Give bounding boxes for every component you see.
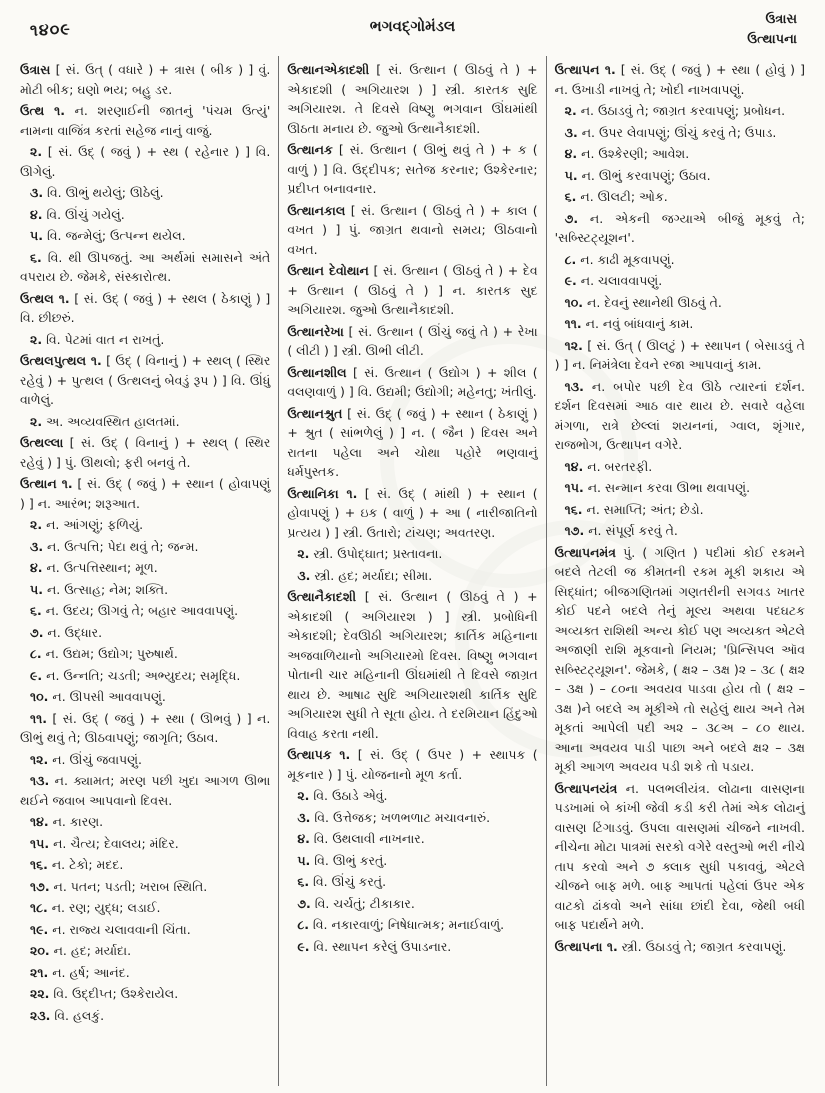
dictionary-sense: ૨. ન. આંગણું; ફળિયું. (30, 517, 144, 532)
sense-number: ૮. (564, 251, 577, 267)
headword: ઉત્થલપુત્થલ ૧. (20, 353, 102, 368)
dictionary-sense: ૮. વિ. નકારવાળું; નિષેધાત્મક; મનાઈવાળું. (297, 917, 505, 932)
headword: ઉત્થાનકાલ (287, 202, 346, 218)
sense-number: ૭. (30, 624, 44, 640)
sense-number: ૧૨. (564, 337, 583, 353)
dictionary-entry: ઉત્થાનિકા ૧. [ સં. ઉદ્ ( માંથી ) + સ્થાન ( હોવાપણું ) + ઇક ( વાળું ) + આ ( નારીજાતિનો પ્રત્યય ) ] સ્ત્રી. ઉતારો; ટાંચણ; અવતરણ. (287, 485, 538, 540)
headword: ઉત્થાનિકા ૧. (287, 485, 358, 501)
dictionary-sense: ૩. વિ. ઊભું થયેલું; ઊઠેલું. (30, 185, 164, 200)
dictionary-sense: ૨. ન. ઉઠાડવું તે; જાગ્રત કરવાપણું; પ્રબોધન. (564, 103, 786, 118)
sense-number: ૧૬. (30, 857, 48, 872)
dictionary-entry: ઉત્થાપના ૧. સ્ત્રી. ઉઠાડવું તે; જાગ્રત કરવાપણું. (554, 938, 787, 954)
sense-number: ૯. (297, 938, 310, 954)
sense-number: ૨૩. (30, 1007, 51, 1023)
dictionary-sense: ૧૧. [ સં. ઉદ્ ( જવું ) + સ્થા ( ઊભવું ) ] ન. ઊભું થવું તે; ઊઠવાપણું; જાગૃતિ; ઉઠાવ. (20, 710, 271, 745)
dictionary-sense: ૬. વિ. થી ઊપજતું. આ અર્થમાં સમાસને અંતે વપરાય છે. જેમકે, સંસ્કારોત્થ. (20, 249, 271, 284)
dictionary-entry: ઉત્થાન ૧. [ સં. ઉદ્ ( જવું ) + સ્થાન ( હોવાપણું ) ] ન. આરંભ; શરૂઆત. (20, 476, 271, 511)
dictionary-sense: ૧૬. ન. સમાપ્તિ; અંત; છેડો. (564, 501, 704, 517)
dictionary-sense: ૨૨. વિ. ઉદ્દીપ્ત; ઉશ્કેરાયેલ. (30, 986, 179, 1001)
dictionary-sense: ૫. ન. ઊભું કરવાપણું; ઉઠાવ. (564, 167, 711, 183)
sense-number: ૧૦. (564, 294, 584, 310)
text-columns (12, 56, 813, 1086)
sense-number: ૧૯. (30, 921, 49, 937)
dictionary-sense: ૩. ન. ઉપર લેવાપણું; ઊંચું કરવું તે; ઉપાડ. (564, 124, 777, 140)
dictionary-entry: ઉત્થાનશ્રુત [ સં. ઉદ્ ( જવું ) + સ્થાન ( ઠેકાણું ) + શ્રુત ( સાંભળેલું ) ] ન. ( જૈન ) દિવસ અને રાતના પહેલા અને ચોથા પહોરે ભણવાનું ધર્મપુસ્તક. (287, 405, 538, 479)
sense-number: ૩. (30, 185, 44, 200)
dictionary-sense: ૨૦. ન. હદ; મર્યાદા. (30, 943, 132, 958)
dictionary-entry: ઉત્થાપનયંત્ર ન. પલભલીયંત્ર. લોઢાના વાસણના પડખામાં બે કાંખી જેવી કડી કરી તેમાં એક લોઢાનું વાસણ ટિંગાડવું. ઉપલા વાસણમાં ચીજને નાખવી. નીચેના મોટા પાત્રમાં સરકો વગેરે વસ્તુઓ ભરી નીચે તાપ કરવો અને ૭ ક્લાક સુધી પકાવવું, એટલે ચીજને બાફ મળે. બાફ આપતાં પહેલાં ઉપર એક વાટકો ઢાંકવો અને સાંધા છાંદી દેવા, જેથી બધી બાફ પદાર્થને મળે. (554, 780, 805, 932)
sense-number: ૧૮. (30, 900, 48, 915)
sense-number: ૬. (30, 603, 42, 618)
guide-word-last: ઉત્થાપના (747, 32, 797, 48)
dictionary-sense: ૫. વિ. જન્મેલું; ઉત્પન્ન થયેલ. (30, 228, 186, 243)
headword: ઉત્થાપન ૧. (554, 62, 616, 77)
headword: ઉત્થાપનમંત્ર (554, 544, 616, 560)
sense-number: ૪. (30, 560, 43, 575)
sense-number: ૬. (564, 189, 577, 204)
dictionary-sense: ૨૧. ન. હર્ષ; આનંદ. (30, 964, 130, 980)
dictionary-entry: ઉત્થાનૈકાદશી [ સં. ઉત્થાન ( ઊઠવું તે ) + એકાદશી ( અગિયારશ ) ] સ્ત્રી. પ્રબોધિની એકાદશી; દેવઊઠી અગિયારશ; કાર્તિક મહિનાના અજવાળિયાનો અગિયારમો દિવસ. વિષ્ણુ ભગવાન પોતાની ચાર મહિનાની ઊંઘમાંથી તે દિવસે જાગ્રત થાય છે. આષાઢ સુદિ અગિયારશથી કાર્તિક સુદિ અગિયારશ સુધી તે સૂતા હોય. તે દરમિયાન હિંદુઓ વિવાહ કરતા નથી. (287, 589, 538, 741)
sense-number: ૩. (297, 809, 311, 825)
sense-number: ૪. (30, 206, 43, 222)
dictionary-sense: ૮. ન. ઉદ્યમ; ઉદ્યોગ; પુરુષાર્થ. (30, 646, 178, 661)
dictionary-entry: ઉત્થલ ૧. [ સં. ઉદ્ ( જવું ) + સ્થલ ( ઠેકાણું ) ] વિ. છીછરું. (20, 290, 271, 325)
dictionary-entry: ઉત્થાનશીલ [ સં. ઉત્થાન ( ઉદ્યોગ ) + શીલ ( વલણવાળું ) ] વિ. ઉદ્યમી; ઉદ્યોગી; મહેનતુ; ખંતીલું. (287, 364, 538, 399)
sense-number: ૨૨. (30, 986, 50, 1001)
sense-number: ૧૫. (564, 480, 584, 495)
dictionary-sense: ૮. ન. કાઢી મૂકવાપણું. (564, 251, 675, 267)
sense-number: ૫. (564, 167, 578, 183)
dictionary-entry: ઉત્થાનએકાદશી [ સં. ઉત્થાન ( ઊઠવું તે ) + એકાદશી ( અગિયારશ ) ] સ્ત્રી. કારતક સુદિ અગિયારશ. તે દિવસે વિષ્ણુ ભગવાન ઊંઘમાંથી ઊઠતા મનાય છે. જુઓ ઉત્થાનૈકાદશી. (287, 62, 538, 136)
book-title: ભગવદ્ગોમંડલ (369, 17, 456, 35)
dictionary-sense: ૫. વિ. ઊભું કરતું. (297, 852, 388, 868)
page-number: ૧૪૦૯ (29, 19, 72, 40)
sense-number: ૧૭. (564, 523, 585, 538)
dictionary-sense: ૬. ન. ઊલટી; ઓક. (564, 189, 668, 204)
sense-number: ૩. (30, 538, 44, 554)
dictionary-sense: ૪. ન. ઉશ્કેરણી; આવેશ. (564, 146, 690, 161)
page-header (12, 8, 813, 54)
dictionary-sense: ૯. ન. ઉન્નતિ; ચડતી; અભ્યુદય; સમૃદ્ધિ. (30, 667, 241, 683)
sense-number: ૬. (30, 249, 42, 265)
dictionary-sense: ૧૬. ન. ટેકો; મદદ. (30, 857, 124, 872)
sense-number: ૫. (30, 228, 43, 243)
headword: ઉત્થાપનયંત્ર (554, 780, 618, 796)
guide-words (747, 10, 797, 50)
dictionary-sense: ૪. ન. ઉત્પત્તિસ્થાન; મૂળ. (30, 560, 158, 575)
dictionary-sense: ૨૩. વિ. હલકું. (30, 1007, 105, 1023)
headword: ઉત્થાનરેખા (287, 323, 344, 339)
dictionary-sense: ૧૪. ન. બરતરફી. (564, 458, 653, 474)
dictionary-sense: ૧૫. ન. ચૈત્ય; દેવાલય; મંદિર. (30, 835, 179, 851)
sense-number: ૧૪. (564, 458, 584, 474)
dictionary-sense: ૧૯. ન. રાજ્ય ચલાવવાની ચિંતા. (30, 921, 191, 937)
sense-number: ૨. (297, 546, 310, 561)
sense-number: ૭. (297, 895, 311, 911)
headword: ઉત્થાપના ૧. (554, 938, 618, 954)
dictionary-sense: ૧૭. ન. સંપૂર્ણ કરવું તે. (564, 523, 678, 538)
sense-number: ૫. (297, 852, 311, 868)
sense-number: ૮. (297, 917, 309, 932)
dictionary-sense: ૧૭. ન. પતન; પડતી; ખરાબ સ્થિતિ. (30, 878, 208, 894)
headword: ઉત્થલ ૧. (20, 290, 70, 306)
sense-number: ૪. (564, 146, 578, 161)
headword: ઉત્થાન દેવોથાન (287, 263, 369, 278)
headword: ઉત્થાનક (287, 142, 333, 157)
dictionary-entry: ઉત્થાપન ૧. [ સં. ઉદ્ ( જવું ) + સ્થા ( હોવું ) ] ન. ઉખાડી નાખવું તે; ખોદી નાખવાપણું. (554, 62, 805, 97)
headword: ઉત્થલ્લા (20, 435, 64, 450)
sense-number: ૬. (297, 874, 310, 889)
sense-number: ૨. (30, 517, 43, 532)
sense-number: ૨. (30, 413, 43, 429)
dictionary-sense: ૨. વિ. પેટમાં વાત ન રાખતું. (30, 331, 165, 347)
headword: ઉત્થ ૧. (20, 103, 66, 118)
sense-number: ૧૩. (30, 773, 50, 788)
sense-number: ૩. (297, 567, 311, 583)
headword: ઉત્થાનશીલ (287, 364, 347, 380)
sense-number: ૧૬. (564, 501, 583, 517)
headword: ઉત્રાસ (20, 62, 51, 77)
dictionary-sense: ૧૫. ન. સન્માન કરવા ઊભા થવાપણું. (564, 480, 751, 495)
dictionary-sense: ૧૦. ન. દેવનું સ્થાનેથી ઊઠવું તે. (564, 294, 722, 310)
sense-number: ૮. (30, 646, 42, 661)
dictionary-sense: ૧૪. ન. કારણ. (30, 814, 104, 829)
dictionary-sense: ૧૨. ન. ઊંચું જવાપણું. (30, 751, 143, 767)
dictionary-sense: ૭. ન. એકની જગ્યાએ બીજું મૂકવું તે; 'સબ્સ્ટિટ્યૂશન'. (554, 210, 805, 245)
dictionary-sense: ૪. વિ. ઊંચું ગયેલું. (30, 206, 125, 222)
sense-number: ૯. (564, 273, 577, 288)
sense-number: ૭. (564, 210, 579, 226)
dictionary-sense: ૧૮. ન. રણ; યુદ્ધ; લડાઈ. (30, 900, 161, 915)
dictionary-sense: ૪. વિ. ઉથલાવી નાખનાર. (297, 831, 425, 846)
sense-number: ૨. (30, 144, 43, 159)
dictionary-entry: ઉત્થ ૧. ન. શરણાઈની જાતનું 'પંચમ ઉત્યું' નામના વાજિંત્ર કરતાં સહેજ નાનું વાજું. (20, 103, 271, 138)
dictionary-entry: ઉત્રાસ [ સં. ઉત્ ( વધારે ) + ત્રાસ ( બીક ) ] વું. મોટી બીક; ઘણો ભય; બહુ ડર. (20, 62, 271, 97)
sense-number: ૧૭. (30, 878, 50, 894)
dictionary-sense: ૭. વિ. ચર્ચતું; ટીકાકાર. (297, 895, 415, 911)
headword: ઉત્થાનશ્રુત (287, 405, 343, 421)
sense-number: ૪. (297, 831, 310, 846)
dictionary-entry: ઉત્થાનરેખા [ સં. ઉત્થાન ( ઊંચું જવું તે ) + રેખા ( લીટી ) ] સ્ત્રી. ઊભી લીટી. (287, 323, 538, 358)
dictionary-entry: ઉત્થલ્લા [ સં. ઉદ્ ( વિનાનું ) + સ્થલ્ ( સ્થિર રહેવું ) ] પું. ઊથલો; ફરી બનવું તે. (20, 435, 271, 470)
dictionary-entry: ઉત્થાન દેવોથાન [ સં. ઉત્થાન ( ઊઠવું તે ) + દેવ + ઉત્થાન ( ઊઠવું તે ) ] ન. કારતક સુદ અગિયારશ. જુઓ ઉત્થાનૈકાદશી. (287, 263, 538, 317)
dictionary-sense: ૧૧. ન. નવું બાંધવાનું કામ. (564, 316, 694, 331)
dictionary-sense: ૧૩. ન. બપોર પછી દેવ ઊઠે ત્યારનાં દર્શન. દર્શન દિવસમાં આઠ વાર થાય છે. સવારે વહેલા મંગળા, રાત્રે છેલ્લાં શયનનાં, ગ્વાલ, શૃંગાર, રાજભોગ, ઉત્થાપન વગેરે. (554, 378, 805, 452)
dictionary-sense: ૧૦. ન. ઊપસી આવવાપણું. (30, 689, 166, 704)
dictionary-entry: ઉત્થાનક [ સં. ઉત્થાન ( ઊભું થવું તે ) + ક ( વાળું ) ] વિ. ઉદ્દીપક; સતેજ કરનાર; ઉશ્કેરનાર; પ્રદીપ્ત બનાવનાર. (287, 142, 538, 196)
dictionary-sense: ૯. વિ. સ્થાપન કરેલું ઉપાડનાર. (297, 938, 452, 954)
sense-number: ૧૧. (564, 316, 582, 331)
headword: ઉત્થાન ૧. (20, 476, 73, 491)
sense-number: ૧૦. (30, 689, 49, 704)
dictionary-sense: ૬. ન. ઉદય; ઊગવું તે; બહાર આવવાપણું. (30, 603, 239, 618)
dictionary-sense: ૭. ન. ઉદ્ધાર. (30, 624, 103, 640)
dictionary-sense: ૩. વિ. ઉત્તેજક; ખળભળાટ મચાવનારું. (297, 809, 491, 825)
sense-number: ૧૩. (564, 378, 584, 394)
dictionary-column-3 (546, 56, 813, 1086)
dictionary-sense: ૧૨. [ સં. ઉત્ ( ઊલટું ) + સ્થાપન ( બેસાડવું તે ) ] ન. નિમંત્રેલા દેવને રજા આપવાનું કામ. (554, 337, 805, 372)
sense-number: ૨૧. (30, 964, 49, 980)
headword: ઉત્થાનૈકાદશી (287, 589, 357, 604)
dictionary-sense: ૬. વિ. ઊંચું કરતું. (297, 874, 387, 889)
sense-number: ૧૫. (30, 835, 50, 851)
dictionary-entry: ઉત્થાપનમંત્ર પું. ( ગણિત ) પદીમાં કોઈ રકમને બદલે તેટલી જ કીમતની રકમ મૂકી શકાય એ સિદ્ધાંત; બીજગણિતમાં ગણતરીની સગવડ ખાતર કોઈ પદને બદલે તેનું મૂલ્ય અથવા પદઘટક અવ્યક્ત રાશિથી અન્ય કોઈ પણ અવ્યક્ત એટલે અજાણી રાશિ મૂકવાનો નિયમ; 'પ્રિન્સિપલ ઑવ સબ્સ્ટિટ્યૂશન'. જેમકે, ( ક્ષ૨ – ૩ક્ષ )૨ – ૩૮ ( ક્ષ૨ – ૩ક્ષ ) – ૮૦ના અવયવ પાડવા હોય તો ( ક્ષ૨ – ૩ક્ષ )ને બદલે અ મૂકીએ તો સહેલું થાય અને તેમ મૂકતાં આપેલી પદી અ૨ – ૩૮અ – ૮૦ થાય. આના અવયવ પાડી પાછા અને બદલે ક્ષ૨ – ૩ક્ષ મૂકી આગળ અવયવ પડી શકે તો પડાય. (554, 544, 805, 774)
dictionary-sense: ૩. સ્ત્રી. હદ; મર્યાદા; સીમા. (297, 567, 433, 583)
dictionary-sense: ૨. અ. અવ્યવસ્થિત હાલતમાં. (30, 413, 180, 429)
headword: ઉત્થાનએકાદશી (287, 62, 370, 77)
dictionary-entry: ઉત્થલપુત્થલ ૧. [ ઉદ્ ( વિનાનું ) + સ્થલ્ ( સ્થિર રહેવું ) + પુત્થલ ( ઉત્થલનું બેવડું રૂપ ) ] વિ. ઊંધું વાળેલું. (20, 353, 271, 407)
sense-number: ૧૪. (30, 814, 49, 829)
guide-word-first: ઉત્રાસ (765, 12, 797, 27)
dictionary-sense: ૨. [ સં. ઉદ્ ( જવું ) + સ્થ ( રહેનાર ) ] વિ. ઊગેલું. (20, 144, 271, 179)
sense-number: ૨. (30, 331, 43, 347)
sense-number: ૩. (564, 124, 578, 140)
dictionary-sense: ૨. સ્ત્રી. ઉપોદ્ઘાત; પ્રસ્તાવના. (297, 546, 443, 561)
dictionary-entry: ઉત્થાપક ૧. [ સં. ઉદ્ ( ઉપર ) + સ્થાપક ( મૂકનાર ) ] પું. યોજનાનો મૂળ કર્તા. (287, 747, 538, 782)
dictionary-sense: ૨. વિ. ઉઠાડે એવું. (297, 788, 388, 803)
dictionary-sense: ૯. ન. ચલાવવાપણું. (564, 273, 663, 288)
headword: ઉત્થાપક ૧. (287, 747, 351, 762)
dictionary-entry: ઉત્થાનકાલ [ સં. ઉત્થાન ( ઊઠવું તે ) + કાલ ( વખત ) ] પું. જાગ્રત થવાનો સમય; ઊઠવાનો વખત. (287, 202, 538, 257)
dictionary-sense: ૩. ન. ઉત્પત્તિ; પેદા થવું તે; જન્મ. (30, 538, 199, 554)
dictionary-sense: ૫. ન. ઉત્સાહ; નેમ; શક્તિ. (30, 581, 169, 597)
sense-number: ૧૧. (30, 710, 47, 726)
sense-number: ૨. (564, 103, 577, 118)
sense-number: ૨. (297, 788, 310, 803)
dictionary-column-2 (278, 56, 545, 1086)
dictionary-sense: ૧૩. ન. ક્યામત; મરણ પછી ખુદા આગળ ઊભા થઈને જવાબ આપવાનો દિવસ. (20, 773, 271, 808)
dictionary-column-1 (12, 56, 278, 1086)
sense-number: ૧૨. (30, 751, 49, 767)
sense-number: ૯. (30, 667, 43, 683)
sense-number: ૨૦. (30, 943, 50, 958)
sense-number: ૫. (30, 581, 43, 597)
